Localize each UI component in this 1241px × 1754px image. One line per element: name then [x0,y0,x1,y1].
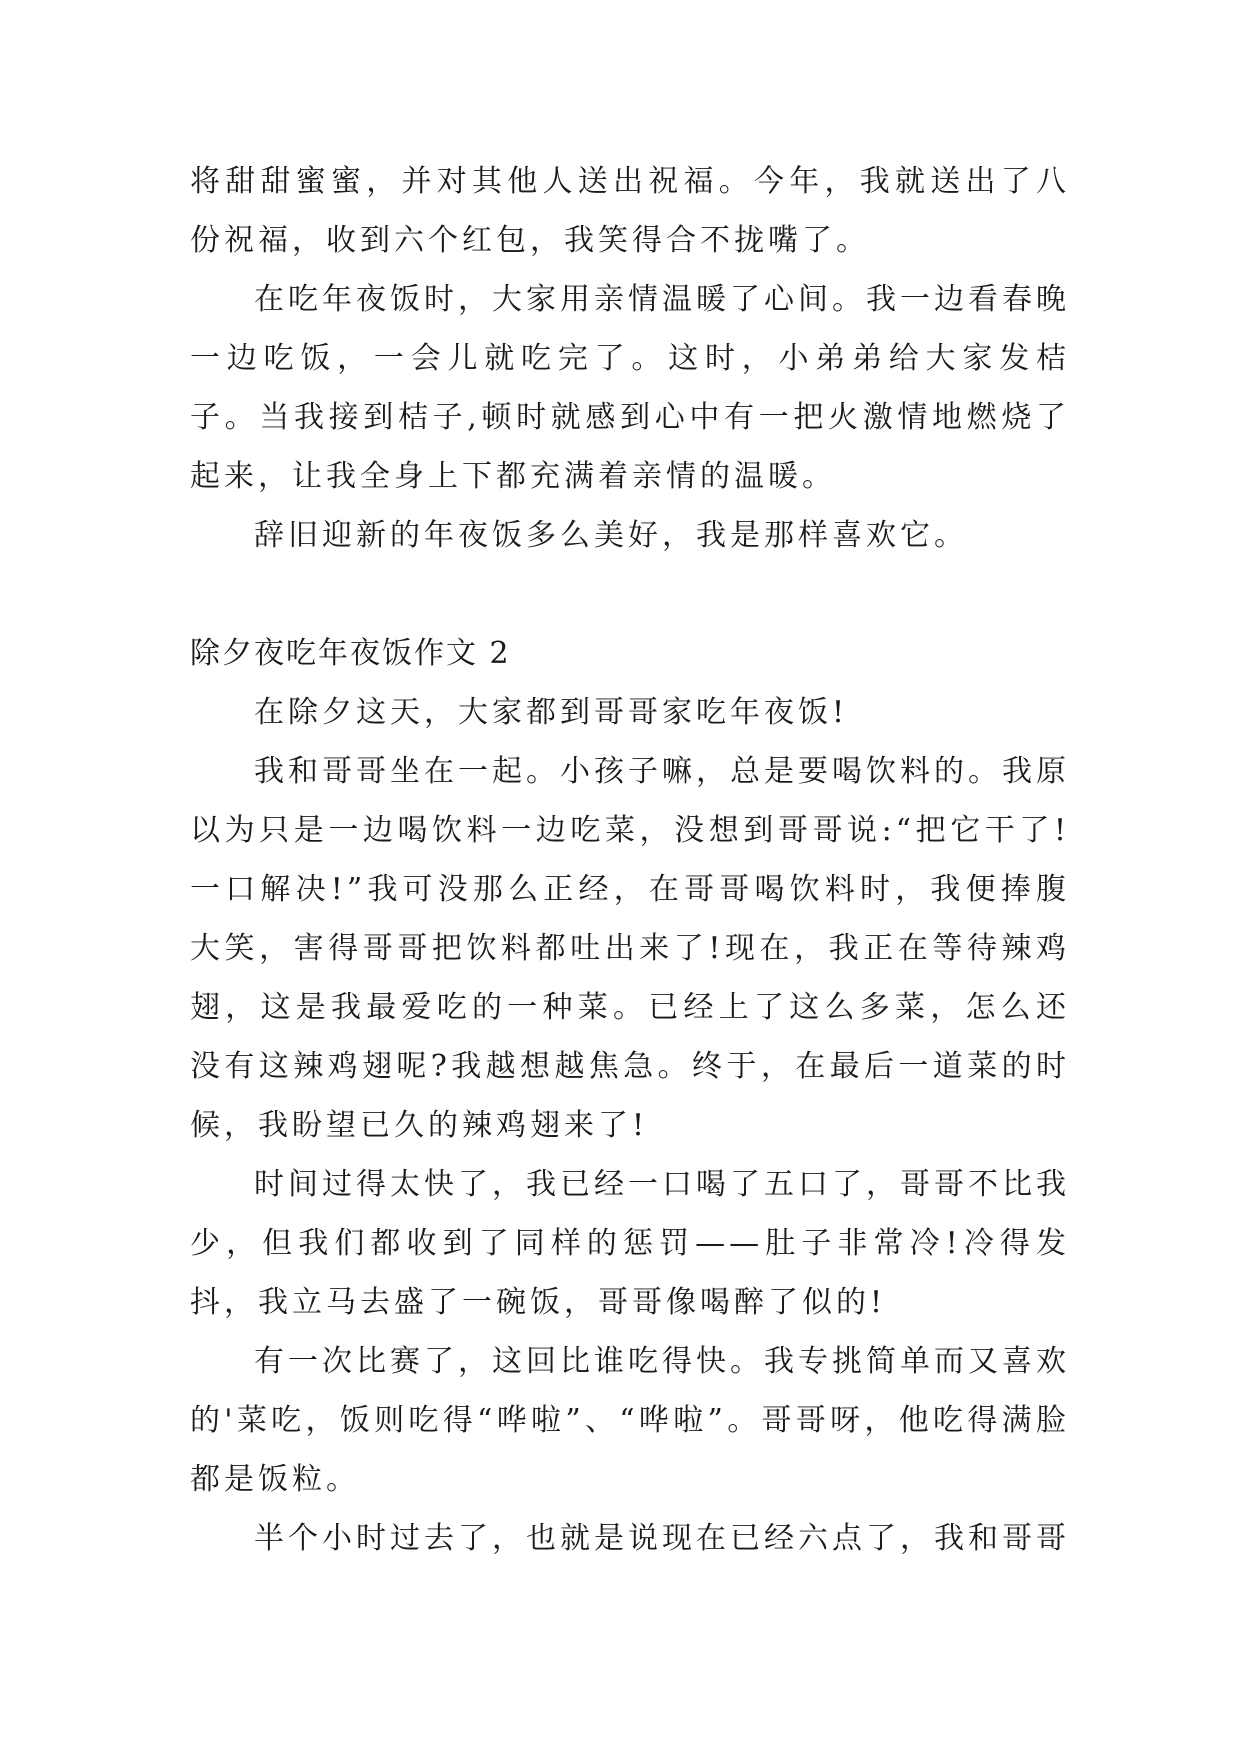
paragraph-continued: 将甜甜蜜蜜，并对其他人送出祝福。今年，我就送出了八份祝福，收到六个红包，我笑得合不拢嘴了。 [190,164,1070,258]
paragraph-drinks: 我和哥哥坐在一起。小孩子嘛，总是要喝饮料的。我原以为只是一边喝饮料一边吃菜，没想到哥哥说:“把它干了!一口解决!”我可没那么正经，在哥哥喝饮料时，我便捧腹大笑，害得哥哥把饮料都吐出来了!现在，我正在等待辣鸡翅，这是我最爱吃的一种菜。已经上了这么多菜，怎么还没有这辣鸡翅呢?我越想越焦急。终于，在最后一道菜的时候，我盼望已久的辣鸡翅来了! [190,754,1070,1143]
paragraph-intro: 在除夕这天，大家都到哥哥家吃年夜饭! [254,695,849,730]
paragraph-conclusion: 辞旧迎新的年夜饭多么美好，我是那样喜欢它。 [254,518,968,553]
paragraph-race: 有一次比赛了，这回比谁吃得快。我专挑简单而又喜欢的'菜吃，饭则吃得“哗啦”、“哗啦”。哥哥呀，他吃得满脸都是饭粒。 [190,1344,1070,1497]
paragraph-dinner-warmth: 在吃年夜饭时，大家用亲情温暖了心间。我一边看春晚一边吃饭，一会儿就吃完了。这时，小弟弟给大家发桔子。当我接到桔子,顿时就感到心中有一把火激情地燃烧了起来，让我全身上下都充满着亲情的温暖。 [190,282,1070,494]
paragraph-punishment: 时间过得太快了，我已经一口喝了五口了，哥哥不比我少，但我们都收到了同样的惩罚——肚子非常冷!冷得发抖，我立马去盛了一碗饭，哥哥像喝醉了似的! [190,1167,1070,1320]
paragraph-half-hour: 半个小时过去了，也就是说现在已经六点了，我和哥哥 [254,1521,1070,1556]
essay-heading: 除夕夜吃年夜饭作文 2 [190,636,511,671]
section-spacer [190,565,1070,624]
text-column [190,152,1070,1568]
